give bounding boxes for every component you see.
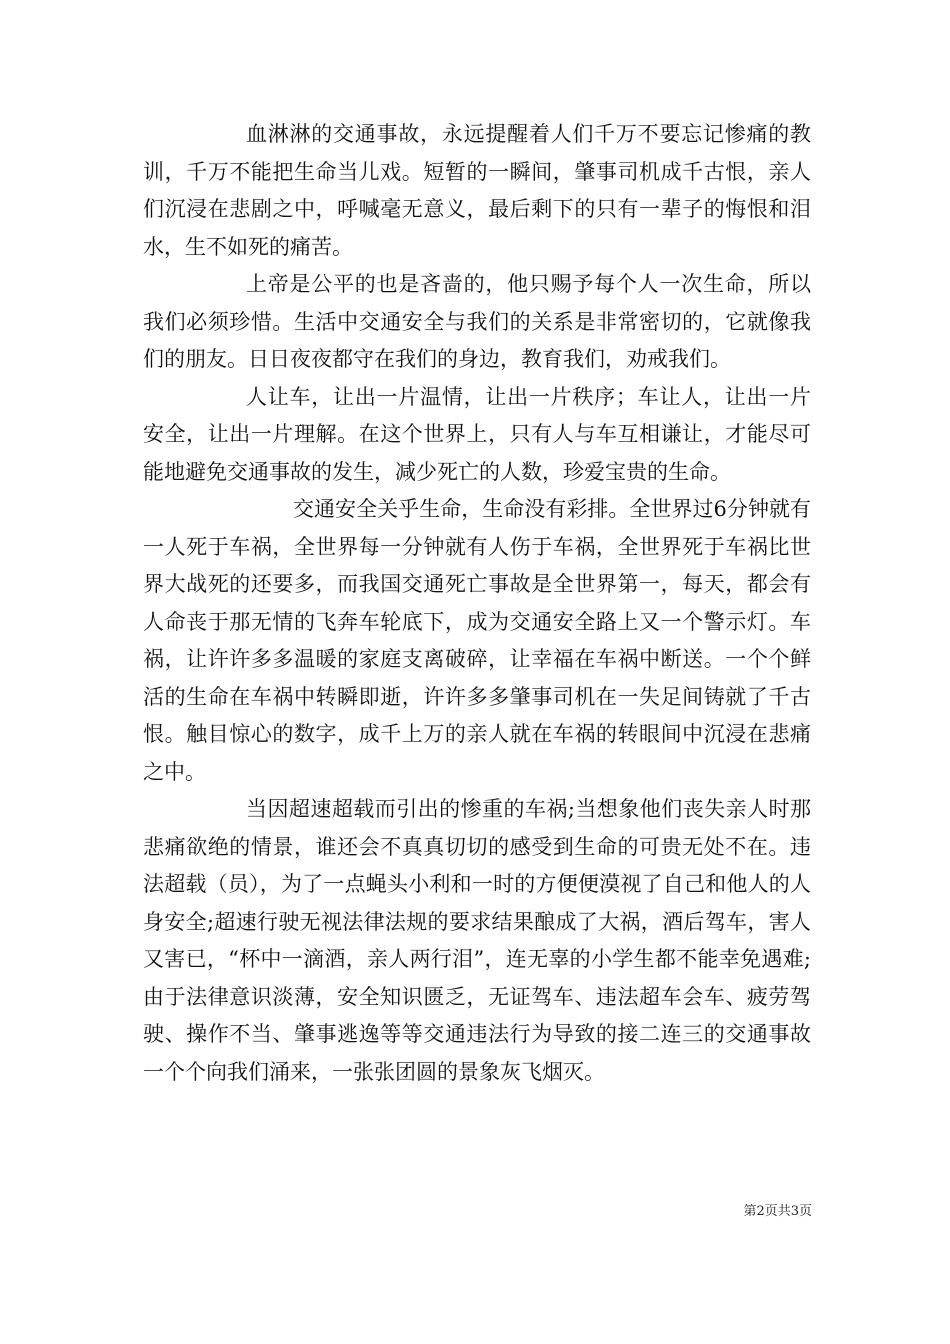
paragraph-2: 上帝是公平的也是吝啬的，他只赐予每个人一次生命，所以我们必须珍惜。生活中交通安全与我们的关系是非常密切的，它就像我们的朋友。日日夜夜都守在我们的身边，教育我们，劝戒我们。	[143, 272, 811, 371]
paragraph-1: 血淋淋的交通事故，永远提醒着人们千万不要忘记惨痛的教训，千万不能把生命当儿戏。短暂的一瞬间，肇事司机成千古恨，亲人们沉浸在悲剧之中，呼喊毫无意义，最后剩下的只有一辈子的悔恨和泪水，生不如死的痛苦。	[143, 122, 811, 259]
paragraph-3: 人让车，让出一片温情，让出一片秩序；车让人，让出一片安全，让出一片理解。在这个世界上，只有人与车互相谦让，才能尽可能地避免交通事故的发生，减少死亡的人数，珍爱宝贵的生命。	[143, 384, 811, 484]
paragraph-5: 当因超速超载而引出的惨重的车祸;当想象他们丧失亲人时那悲痛欲绝的情景，谁还会不真真切切的感受到生命的可贵无处不在。违法超载（员），为了一点蝇头小利和一时的方便便漠视了自己和他人的人身安全;超速行驶无视法律法规的要求结果酿成了大祸，酒后驾车，害人又害已，“杯中一滴酒，亲人两行泪”，连无辜的小学生都不能幸免遇难;由于法律意识淡薄，安全知识匮乏，无证驾车、违法超车会车、疲劳驾驶、操作不当、肇事逃逸等等交通违法行为导致的接二连三的交通事故一个个向我们涌来，一张张团圆的景象灰飞烟灭。	[143, 797, 811, 1084]
document-body	[143, 116, 811, 1091]
paragraph-4: 交通安全关乎生命，生命没有彩排。全世界过6分钟就有一人死于车祸，全世界每一分钟就有人伤于车祸，全世界死于车祸比世界大战死的还要多，而我国交通死亡事故是全世界第一，每天，都会有人命丧于那无情的飞奔车轮底下，成为交通安全路上又一个警示灯。车祸，让许许多多温暖的家庭支离破碎，让幸福在车祸中断送。一个个鲜活的生命在车祸中转瞬即逝，许许多多肇事司机在一失足间铸就了千古恨。触目惊心的数字，成千上万的亲人就在车祸的转眼间中沉浸在悲痛之中。	[143, 497, 811, 784]
page-number-footer: 第2页共3页	[743, 1204, 812, 1219]
